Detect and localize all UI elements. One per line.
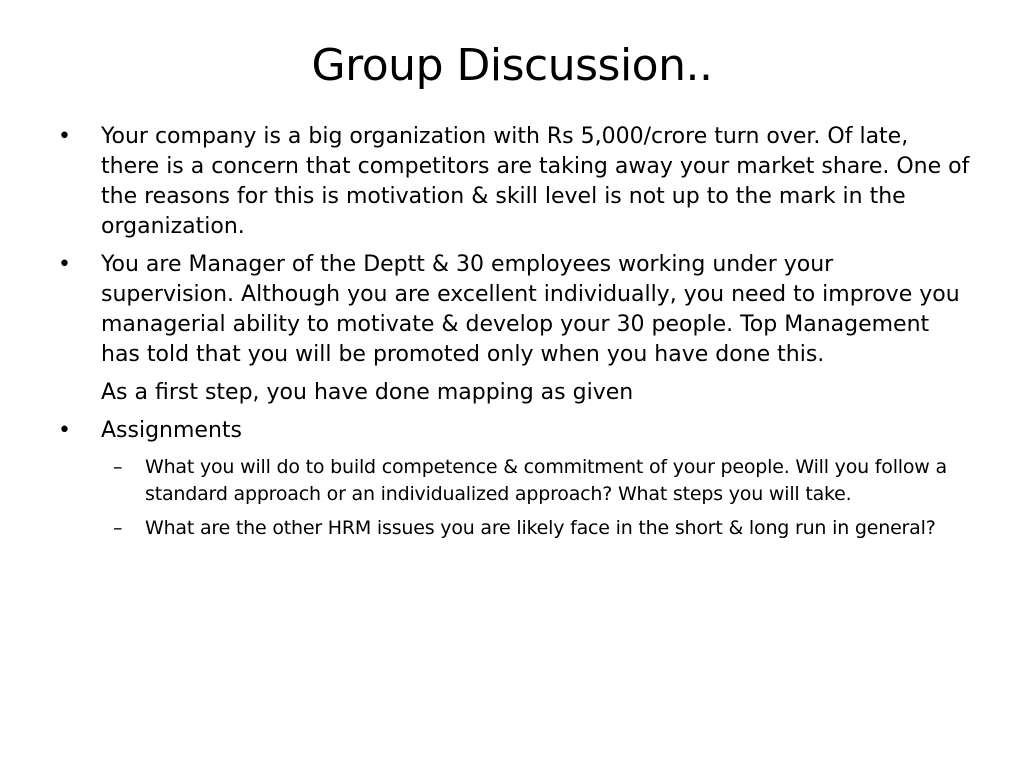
sub-bullet-marker: – — [113, 456, 123, 478]
bullet-marker: • — [58, 124, 71, 149]
slide-title: Group Discussion.. — [311, 40, 713, 91]
sub-bullet-text-competence: What you will do to build competence & commitment of your people. Will you follow a standard approach or an individualized approach? What steps you will take. — [145, 456, 947, 505]
sub-bullet-marker: – — [113, 517, 123, 539]
bullet-text-manager: You are Manager of the Deptt & 30 employees working under your supervision. Although you are excellent individually, you need to improve you managerial ability to motivate & develop your 30 people. Top Management has told that you will be promoted only when you have done this. — [101, 252, 960, 367]
bullet-continuation: As a first step, you have done mapping as given — [101, 380, 634, 405]
sub-bullet-item — [56, 454, 971, 508]
bullet-text-company: Your company is a big organization with Rs 5,000/crore turn over. Of late, there is a concern that competitors are taking away your market share. One of the reasons for this is motivation & skill level is not up to the mark in the organization. — [101, 124, 970, 239]
sub-bullet-item — [56, 515, 971, 542]
bullet-item — [56, 416, 971, 446]
slide-body — [56, 122, 971, 549]
sub-bullet-text-hrm-issues: What are the other HRM issues you are likely face in the short & long run in general? — [145, 517, 936, 539]
bullet-item — [56, 250, 971, 370]
bullet-item — [56, 122, 971, 242]
bullet-marker: • — [58, 418, 71, 443]
bullet-text-assignments: Assignments — [101, 418, 242, 443]
bullet-marker: • — [58, 252, 71, 277]
